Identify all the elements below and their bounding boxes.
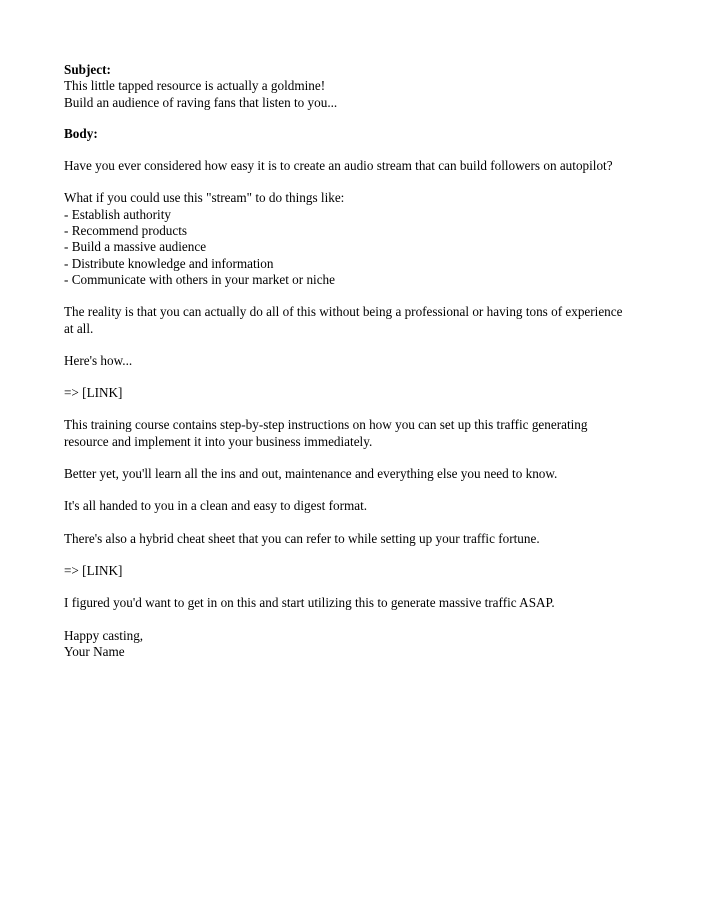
signature-line-2: Your Name — [64, 643, 125, 659]
spacer — [64, 174, 646, 190]
spacer — [64, 612, 646, 628]
spacer — [64, 579, 646, 595]
signature-line-1: Happy casting, — [64, 627, 144, 643]
list-item: - Establish authority — [64, 206, 171, 222]
spacer — [64, 547, 646, 563]
paragraph-question: What if you could use this "stream" to do things like: — [64, 190, 345, 206]
signature-block — [64, 628, 646, 661]
paragraph-course-description: This training course contains step-by-step instructions on how you can set up this traffic generating resource and implement it into your business immediately. — [64, 417, 588, 449]
spacer — [64, 515, 646, 531]
spacer — [64, 111, 646, 126]
spacer — [64, 142, 646, 158]
paragraph-heres-how: Here's how... — [64, 352, 133, 368]
subject-lines — [64, 78, 646, 111]
benefit-list — [64, 207, 646, 288]
subject-line-2: Build an audience of raving fans that listen to you... — [64, 94, 338, 110]
paragraph-closing: I figured you'd want to get in on this and start utilizing this to generate massive traffic ASAP. — [64, 595, 555, 611]
list-item: - Build a massive audience — [64, 239, 207, 255]
list-item: - Distribute knowledge and information — [64, 255, 274, 271]
paragraph-reality: The reality is that you can actually do all of this without being a professional or having tons of experience at all. — [64, 304, 623, 336]
subject-line-1: This little tapped resource is actually a goldmine! — [64, 78, 326, 94]
paragraph-better-yet: Better yet, you'll learn all the ins and out, maintenance and everything else you need to know. — [64, 466, 558, 482]
paragraph-format: It's all handed to you in a clean and easy to digest format. — [64, 498, 368, 514]
subject-label: Subject: — [64, 62, 111, 77]
spacer — [64, 288, 646, 304]
spacer — [64, 450, 646, 466]
paragraph-intro: Have you ever considered how easy it is to create an audio stream that can build followers on autopilot? — [64, 158, 613, 174]
body-label: Body: — [64, 125, 98, 141]
spacer — [64, 401, 646, 417]
list-item: - Communicate with others in your market or niche — [64, 271, 336, 287]
link-placeholder-1[interactable]: => [LINK] — [64, 385, 123, 401]
spacer — [64, 482, 646, 498]
spacer — [64, 369, 646, 385]
link-placeholder-2[interactable]: => [LINK] — [64, 562, 123, 578]
email-template-body — [64, 62, 646, 660]
list-item: - Recommend products — [64, 223, 188, 239]
paragraph-cheat-sheet: There's also a hybrid cheat sheet that you can refer to while setting up your traffic fortune. — [64, 530, 540, 546]
spacer — [64, 337, 646, 353]
